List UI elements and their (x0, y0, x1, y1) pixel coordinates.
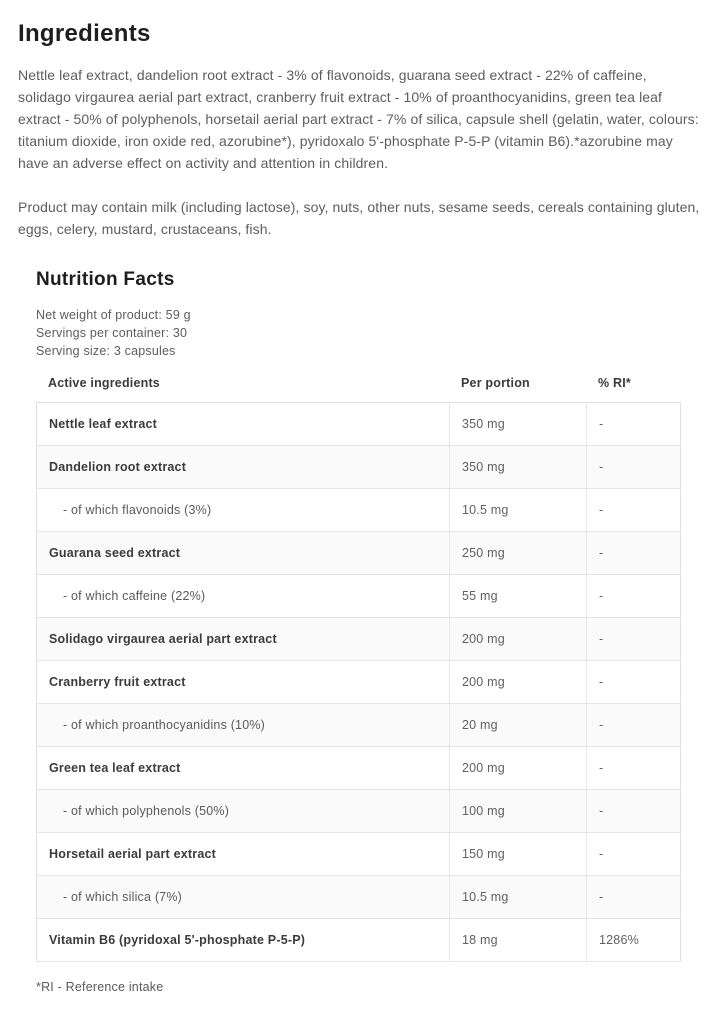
table-row (37, 833, 681, 876)
cell-per-portion: 150 mg (450, 833, 587, 876)
cell-ri: - (587, 790, 681, 833)
cell-ingredient-name: Vitamin B6 (pyridoxal 5'-phosphate P-5-P) (37, 919, 450, 962)
cell-ri: - (587, 833, 681, 876)
cell-ingredient-name: Cranberry fruit extract (37, 661, 450, 704)
cell-ingredient-name: Green tea leaf extract (37, 747, 450, 790)
nutrition-facts-section (18, 268, 702, 994)
servings-per-container: Servings per container: 30 (36, 326, 188, 340)
cell-ri: - (587, 618, 681, 661)
cell-per-portion: 10.5 mg (450, 876, 587, 919)
cell-ri: - (587, 532, 681, 575)
cell-ingredient-name: - of which proanthocyanidins (10%) (37, 704, 450, 747)
nutrition-table (36, 402, 681, 962)
nutrition-facts-title: Nutrition Facts (36, 269, 175, 290)
cell-per-portion: 350 mg (450, 403, 587, 446)
table-row-sub-ingredient (37, 575, 681, 618)
cell-ri: - (587, 575, 681, 618)
cell-ingredient-name: - of which flavonoids (3%) (37, 489, 450, 532)
cell-per-portion: 250 mg (450, 532, 587, 575)
table-column-headers (36, 376, 684, 390)
cell-ingredient-name: - of which silica (7%) (37, 876, 450, 919)
cell-per-portion: 200 mg (450, 661, 587, 704)
cell-ri: - (587, 489, 681, 532)
cell-ri: - (587, 704, 681, 747)
cell-ri: - (587, 661, 681, 704)
cell-ingredient-name: - of which caffeine (22%) (37, 575, 450, 618)
table-row (37, 919, 681, 962)
table-row (37, 403, 681, 446)
cell-ingredient-name: - of which polyphenols (50%) (37, 790, 450, 833)
cell-ri: 1286% (587, 919, 681, 962)
ingredients-description: Nettle leaf extract, dandelion root extract - 3% of flavonoids, guarana seed extract - 22% of caffeine, solidago virgaurea aerial part extract, cranberry fruit extract - 10% of proanthocyanidins, green tea leaf extract - 50% of polyphenols, horsetail aerial part extract - 7% of silica, capsule shell (gelatin, water, colours: titanium dioxide, iron oxide red, azorubine*), pyridoxalo 5'-phosphate P-5-P (vitamin B6).*azorubine may have an adverse effect on activity and attention in children. (18, 67, 699, 171)
table-row (37, 618, 681, 661)
table-row (37, 747, 681, 790)
cell-per-portion: 100 mg (450, 790, 587, 833)
table-row-sub-ingredient (37, 704, 681, 747)
cell-ingredient-name: Guarana seed extract (37, 532, 450, 575)
page-title: Ingredients (18, 20, 151, 47)
net-weight: Net weight of product: 59 g (36, 308, 191, 322)
column-header-active-ingredients: Active ingredients (48, 376, 160, 390)
cell-ingredient-name: Horsetail aerial part extract (37, 833, 450, 876)
cell-ingredient-name: Dandelion root extract (37, 446, 450, 489)
cell-per-portion: 20 mg (450, 704, 587, 747)
serving-info (36, 306, 684, 360)
table-row (37, 532, 681, 575)
table-row-sub-ingredient (37, 489, 681, 532)
column-header-ri: % RI* (598, 376, 631, 390)
allergen-notice: Product may contain milk (including lactose), soy, nuts, other nuts, sesame seeds, cereals containing gluten, eggs, celery, mustard, crustaceans, fish. (18, 199, 700, 237)
cell-ri: - (587, 747, 681, 790)
cell-ingredient-name: Nettle leaf extract (37, 403, 450, 446)
cell-per-portion: 200 mg (450, 618, 587, 661)
cell-per-portion: 350 mg (450, 446, 587, 489)
cell-per-portion: 55 mg (450, 575, 587, 618)
cell-ri: - (587, 876, 681, 919)
cell-per-portion: 18 mg (450, 919, 587, 962)
serving-size: Serving size: 3 capsules (36, 344, 176, 358)
cell-per-portion: 10.5 mg (450, 489, 587, 532)
table-row-sub-ingredient (37, 876, 681, 919)
table-row-sub-ingredient (37, 790, 681, 833)
cell-ri: - (587, 446, 681, 489)
table-row (37, 446, 681, 489)
cell-per-portion: 200 mg (450, 747, 587, 790)
reference-intake-footnote: *RI - Reference intake (36, 980, 164, 994)
table-row (37, 661, 681, 704)
cell-ri: - (587, 403, 681, 446)
cell-ingredient-name: Solidago virgaurea aerial part extract (37, 618, 450, 661)
column-header-per-portion: Per portion (461, 376, 530, 390)
